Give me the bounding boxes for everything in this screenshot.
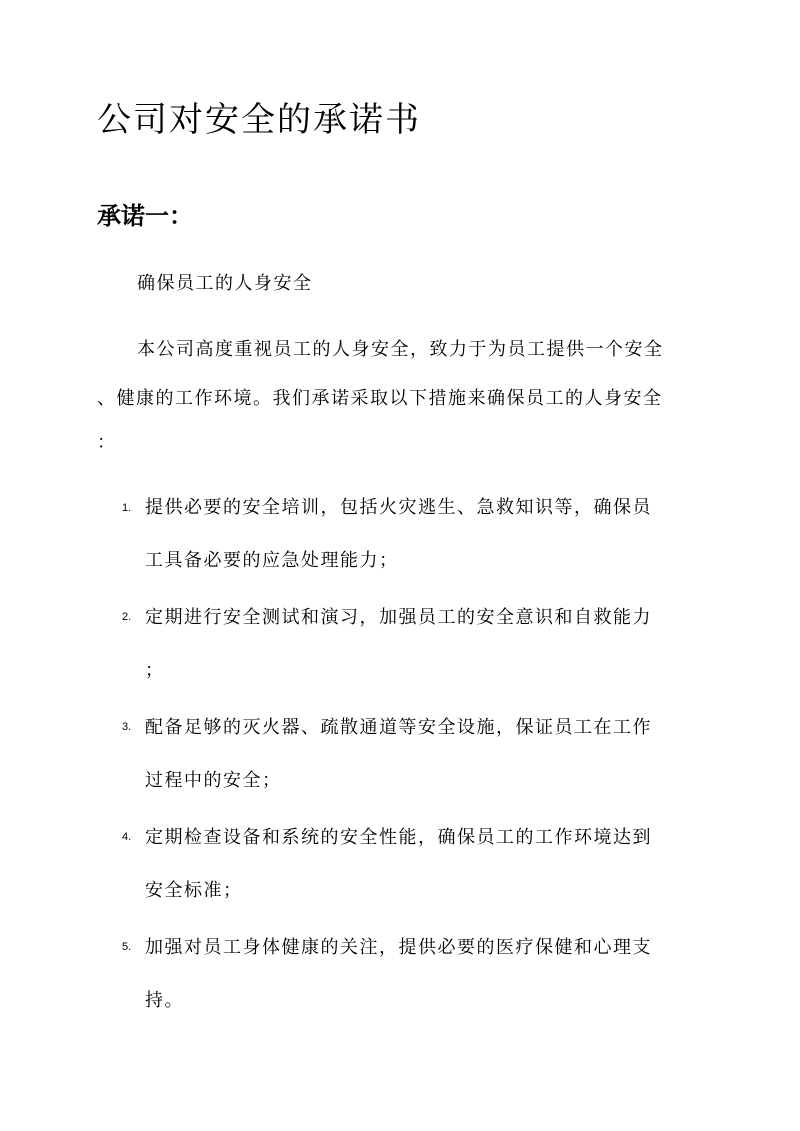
intro-line-3: ：	[97, 432, 117, 453]
list-item-number: 5.	[122, 941, 132, 953]
section-subtitle: 确保员工的人身安全	[137, 273, 313, 294]
list-item-line: 安全标准；	[145, 880, 243, 901]
list-item-number: 4.	[122, 831, 132, 843]
list-item-line: 定期检查设备和系统的安全性能，确保员工的工作环境达到	[145, 827, 652, 848]
section-heading: 承诺一：	[97, 201, 193, 230]
list-item-line: 持。	[145, 990, 184, 1011]
intro-line-1: 本公司高度重视员工的人身安全，致力于为员工提供一个安全	[137, 339, 664, 360]
list-item-number: 2.	[122, 611, 132, 623]
list-item-line: 加强对员工身体健康的关注，提供必要的医疗保健和心理支	[145, 937, 652, 958]
list-item-line: 过程中的安全；	[145, 770, 282, 791]
list-item-line: ；	[145, 660, 165, 681]
list-item-line: 提供必要的安全培训，包括火灾逃生、急救知识等，确保员	[145, 497, 652, 518]
list-item-line: 工具备必要的应急处理能力；	[145, 550, 399, 571]
list-item-number: 3.	[122, 721, 132, 733]
list-item-line: 定期进行安全测试和演习，加强员工的安全意识和自救能力	[145, 607, 652, 628]
list-item-number: 1.	[122, 502, 132, 514]
document-title: 公司对安全的承诺书	[97, 100, 421, 140]
intro-line-2: 、健康的工作环境。我们承诺采取以下措施来确保员工的人身安全	[97, 388, 663, 409]
list-item-line: 配备足够的灭火器、疏散通道等安全设施，保证员工在工作	[145, 717, 652, 738]
